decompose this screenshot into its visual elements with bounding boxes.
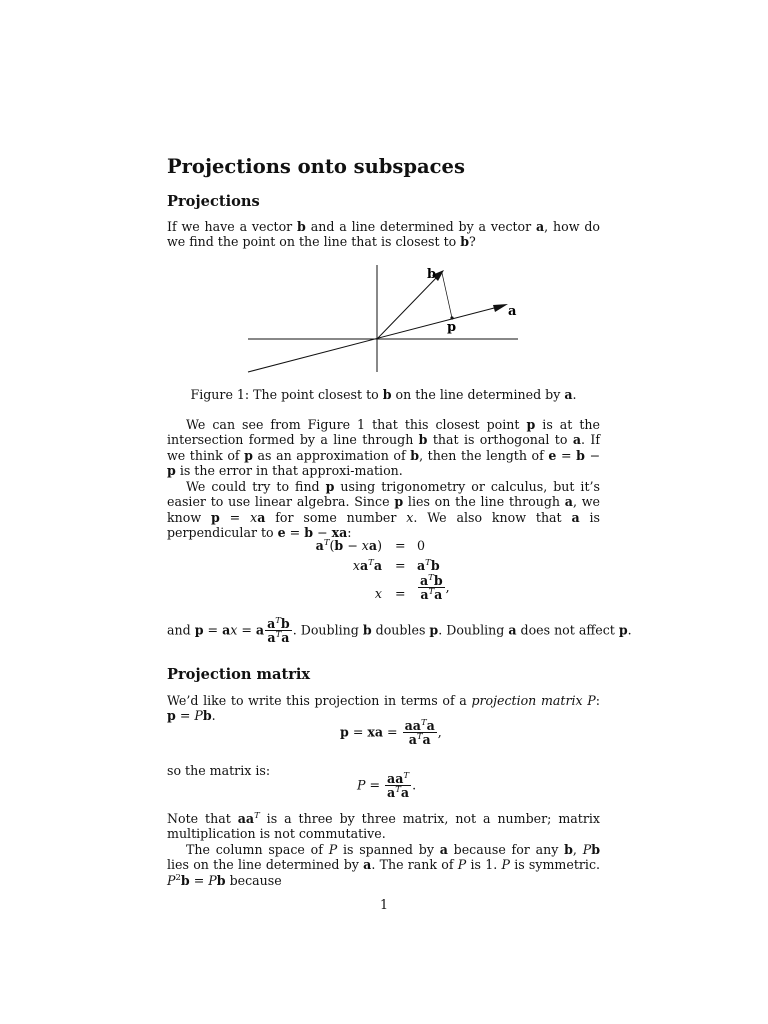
equation-3-lhs: x — [374, 586, 382, 601]
paragraph-note: Note that $aa^T$ is a three by three matrix, not a number; matrix multiplication is not commutative. — [167, 811, 600, 842]
paragraph-projection-matrix: We’d like to write this projection in terms of a projection matrix P: p = Pb. — [167, 693, 600, 724]
equation-1-eq: = — [395, 538, 406, 553]
label-p: p — [447, 320, 457, 335]
section-heading-projections: Projections — [167, 193, 260, 210]
paragraph-closest-point: We can see from Figure 1 that this closest point p is at the intersection formed by a line through b that is orthogonal to a. If we think of p as an approximation of b, then the length of e = b − p is the error in that approxi-mation. — [167, 417, 601, 478]
equation-P-matrix: P = $\frac{aa^T}{a^Ta}$ . — [357, 771, 417, 800]
paragraph-linear-algebra: We could try to find p using trigonometry or calculus, but it’s easier to use linear algebra. Since p lies on the line through a, we know p = xa for some number x. We also know that a is perpendicular to e = b − xa: — [167, 479, 601, 540]
equation-2-eq: = — [395, 558, 406, 573]
equation-1-rhs: 0 — [417, 538, 426, 553]
error-segment — [442, 273, 452, 318]
page-title: Projections onto subspaces — [167, 155, 465, 178]
page-number: 1 — [379, 897, 388, 912]
equation-3-eq: = — [395, 586, 406, 601]
paragraph-intro: If we have a vector b and a line determined by a vector a, how do we find the point on the line that is closest to b? — [167, 219, 600, 250]
projection-figure — [240, 260, 540, 380]
vector-b — [377, 276, 438, 339]
label-b: b — [427, 267, 437, 282]
equation-p-xa: p = xa = $\frac{aa^Ta}{a^Ta}$ , — [340, 718, 442, 747]
equation-3-rhs: $\frac{a^Tb}{a^Ta}$ , — [420, 573, 450, 602]
arrowhead-a — [493, 304, 508, 312]
equation-2-lhs: $xa^Ta$ — [352, 558, 382, 573]
paragraph-doubling: and p = ax = a $\frac{a^Tb}{a^Ta}$ . Doubling b doubles p. Doubling a does not affect p. — [167, 616, 632, 645]
equation-1-lhs: $a^T(b - xa)$ — [315, 538, 382, 553]
label-a: a — [508, 304, 517, 319]
figure-caption: Figure 1: The point closest to b on the line determined by a. — [190, 387, 577, 402]
paragraph-so-matrix: so the matrix is: — [167, 763, 271, 778]
paragraph-column-space: The column space of P is spanned by a because for any b, Pb lies on the line determined by a. The rank of P is 1. P is symmetric. $P^2b = Pb$ because — [167, 842, 600, 888]
section-heading-projection-matrix: Projection matrix — [167, 666, 311, 683]
equation-2-rhs: $a^Tb$ — [417, 558, 440, 573]
